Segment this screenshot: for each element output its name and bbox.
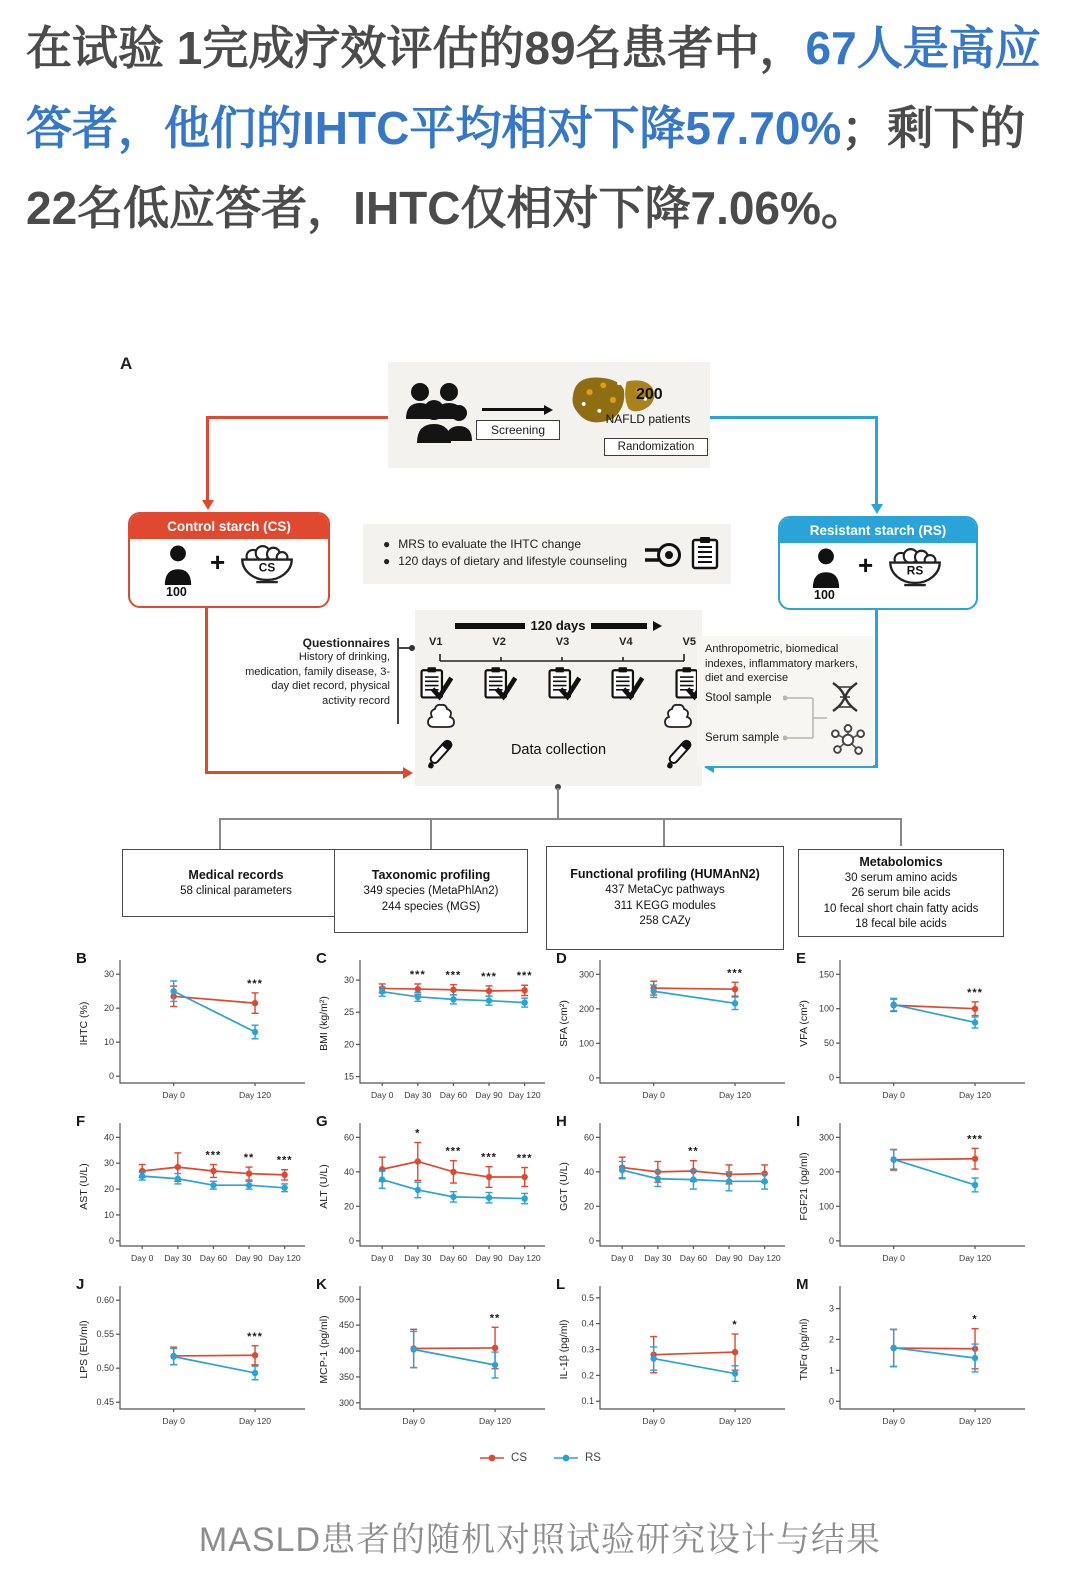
svg-text:*: * [972,1313,978,1326]
red-connector-top [206,416,388,419]
svg-text:0: 0 [108,1071,114,1082]
panel-letter: D [556,950,567,967]
svg-text:AST (U/L): AST (U/L) [78,1163,90,1210]
duration-label: 120 days [530,618,586,633]
svg-text:30: 30 [103,969,114,980]
tree-drop-2 [430,818,432,849]
svg-text:**: ** [489,1312,501,1325]
panel-label-A: A [120,354,133,373]
chart-svg-K [314,1278,552,1436]
text-segment-highlight: 67人是高应答者，他们的IHTC平均相对下降57.70% [26,22,1041,154]
svg-text:***: *** [727,967,743,980]
output-box-line: 26 serum bile acids [851,887,951,899]
svg-text:20: 20 [343,1039,354,1050]
svg-text:Day 0: Day 0 [882,1416,905,1426]
panel-letter: J [76,1276,85,1293]
svg-text:1: 1 [828,1365,834,1376]
svg-text:SFA (cm²): SFA (cm²) [558,1000,570,1047]
blue-arrowhead-rs [871,504,883,514]
svg-text:0.50: 0.50 [96,1363,114,1374]
svg-text:Day 90: Day 90 [475,1090,503,1100]
blue-connector-rs-down [875,610,878,768]
svg-text:40: 40 [583,1166,594,1177]
screening-arrowhead [544,405,553,415]
svg-text:IL-1β (pg/ml): IL-1β (pg/ml) [558,1319,570,1380]
tree-drop-4 [900,818,902,846]
svg-text:BMI (kg/m²): BMI (kg/m²) [318,996,330,1051]
person-icon [162,545,194,588]
svg-text:***: *** [516,1152,533,1165]
legend-item-rs [553,1452,601,1464]
legend-label: CS [511,1452,527,1464]
chart-panel-E [794,952,1032,1110]
svg-text:TNFα (pg/ml): TNFα (pg/ml) [798,1318,810,1381]
svg-text:0: 0 [828,1235,834,1246]
svg-text:*: * [732,1318,738,1331]
chart-panel-G [314,1115,552,1273]
output-box-line: 58 clinical parameters [180,884,292,897]
plus-icon: + [858,550,874,580]
svg-text:0: 0 [828,1072,834,1083]
patient-count: 200 [636,386,663,403]
chart-svg-G [314,1115,552,1273]
svg-text:60: 60 [343,1132,354,1143]
svg-text:Day 30: Day 30 [404,1090,432,1100]
output-box-2 [334,849,528,933]
svg-text:0: 0 [108,1235,114,1246]
svg-text:Day 90: Day 90 [475,1253,503,1263]
stool-icon [425,702,457,733]
svg-text:Day 120: Day 120 [508,1090,541,1100]
svg-text:Day 0: Day 0 [610,1253,634,1263]
svg-text:400: 400 [338,1346,354,1357]
chart-svg-D [554,952,792,1110]
svg-text:150: 150 [818,969,834,980]
person-icon [810,548,842,591]
panel-letter: G [316,1113,328,1130]
output-box-line: 311 KEGG modules [614,899,716,912]
svg-text:20: 20 [583,1201,594,1212]
svg-text:200: 200 [578,1003,594,1014]
questionnaires-title: Questionnaires [302,636,390,650]
svg-text:***: *** [967,1133,983,1146]
chart-panel-B [74,952,312,1110]
visit-label: V2 [492,636,506,648]
figure-caption: MASLD患者的随机对照试验研究设计与结果 [198,1521,882,1559]
output-box-title: Medical records [188,867,284,882]
timeline-box [415,610,702,786]
connector-dot [409,645,415,651]
plus-icon: + [210,547,226,577]
svg-text:Day 0: Day 0 [162,1416,185,1426]
output-box-4 [798,849,1004,937]
svg-text:Day 30: Day 30 [644,1253,672,1263]
svg-text:VFA (cm²): VFA (cm²) [798,1000,810,1047]
chart-svg-C [314,952,552,1110]
svg-text:IHTC (%): IHTC (%) [78,1001,90,1046]
screening-arrow [482,408,544,411]
counseling-clipboard-icon [691,536,719,573]
methods-box [363,524,731,584]
svg-text:20: 20 [103,1003,114,1014]
chart-svg-I [794,1115,1032,1273]
svg-text:Day 120: Day 120 [719,1416,752,1426]
chart-panel-C [314,952,552,1110]
panel-letter: K [316,1276,327,1293]
output-box-title: Metabolomics [859,854,943,869]
svg-text:100: 100 [578,1038,594,1049]
svg-text:***: *** [409,968,426,981]
legend-label: RS [585,1452,601,1464]
visit-clipboards [419,664,708,705]
output-box-line: 18 fecal bile acids [855,918,947,930]
svg-text:Day 120: Day 120 [959,1090,992,1100]
blue-connector-down [875,416,878,504]
arrow-bar [591,623,647,629]
panel-letter: I [796,1113,801,1130]
clipboard-check-icon [547,664,581,705]
red-arrowhead-cs [202,500,214,510]
rice-bowl-cs-icon [238,543,296,592]
visit-label: V5 [682,636,696,648]
stool-icon [662,702,694,733]
text-segment-dark-2: ；剩下的22名低应答者，IHTC仅相对下降7.06%。 [26,102,1026,234]
chart-svg-J [74,1278,312,1436]
svg-text:GGT (U/L): GGT (U/L) [558,1162,570,1211]
svg-text:***: *** [247,1330,263,1343]
chart-panel-I [794,1115,1032,1273]
chart-panel-D [554,952,792,1110]
control-starch-title: Control starch (CS) [130,514,328,539]
text-segment-dark-1: 在试验 1完成疗效评估的89名患者中， [26,22,806,74]
svg-text:40: 40 [343,1166,354,1177]
output-box-line: 349 species (MetaPhlAn2) [363,885,499,897]
chart-panel-L [554,1278,792,1436]
svg-text:Day 120: Day 120 [268,1253,301,1263]
svg-text:Day 0: Day 0 [882,1090,905,1100]
svg-text:0.55: 0.55 [96,1329,114,1340]
svg-text:300: 300 [578,969,594,980]
svg-text:3: 3 [828,1303,834,1314]
svg-text:ALT (U/L): ALT (U/L) [318,1164,330,1209]
svg-text:Day 120: Day 120 [959,1416,992,1426]
svg-text:***: *** [516,970,533,983]
svg-text:Day 60: Day 60 [439,1090,468,1100]
chart-legend [0,1452,1080,1464]
rs-count: 100 [814,588,835,602]
svg-text:Day 120: Day 120 [959,1253,992,1263]
chart-svg-E [794,952,1032,1110]
svg-text:300: 300 [338,1397,354,1408]
people-group-icon [398,378,474,453]
output-box-line: 244 species (MGS) [381,900,481,913]
svg-text:Day 0: Day 0 [642,1416,665,1426]
tree-drop-3 [663,818,665,846]
svg-text:Day 120: Day 120 [239,1090,272,1100]
chart-panel-H [554,1115,792,1273]
output-box-line: 30 serum amino acids [844,871,958,884]
svg-text:RS: RS [906,563,924,578]
svg-text:FGF21 (pg/ml): FGF21 (pg/ml) [798,1152,810,1221]
svg-text:20: 20 [103,1184,114,1195]
red-connector-cs-right [205,771,403,774]
svg-text:20: 20 [343,1201,354,1212]
svg-text:Day 120: Day 120 [719,1090,752,1100]
svg-text:Day 120: Day 120 [508,1253,541,1263]
svg-text:25: 25 [343,1007,354,1018]
svg-text:Day 0: Day 0 [130,1253,154,1263]
svg-text:Day 60: Day 60 [199,1253,228,1263]
visit-label: V1 [429,636,443,648]
method-bullet-2: 120 days of dietary and lifestyle counseling [398,554,628,568]
svg-text:Day 120: Day 120 [239,1416,272,1426]
panel-letter: F [76,1113,86,1130]
svg-text:Day 60: Day 60 [439,1253,468,1263]
svg-text:***: *** [967,986,983,999]
bullet-icon: ● [383,537,391,551]
samples-box [697,636,873,766]
svg-text:**: ** [688,1145,699,1158]
svg-text:Day 0: Day 0 [402,1416,425,1426]
panel-letter: L [556,1276,566,1293]
red-arrowhead-dc [403,767,413,779]
svg-text:CS: CS [258,560,276,575]
svg-text:60: 60 [583,1132,594,1143]
svg-text:Day 60: Day 60 [679,1253,708,1263]
measurements-text: Anthropometric, biomedical indexes, inflammatory markers, diet and exercise [705,643,858,684]
legend-marker-icon [479,1453,505,1463]
control-starch-box [128,512,330,608]
svg-text:***: *** [445,969,462,982]
patients-label: NAFLD patients [605,412,691,426]
output-box-3 [546,846,784,950]
svg-text:***: *** [445,1145,462,1158]
svg-text:100: 100 [818,1201,834,1212]
cs-count: 100 [166,585,187,599]
panel-letter: M [796,1276,809,1293]
svg-text:200: 200 [818,1166,834,1177]
svg-text:30: 30 [343,975,354,986]
legend-item-cs [479,1452,527,1464]
visit-labels [429,636,696,648]
chart-panel-F [74,1115,312,1273]
clipboard-check-icon [483,664,517,705]
svg-text:Day 0: Day 0 [370,1253,394,1263]
blue-connector-top [710,416,878,419]
svg-text:0: 0 [348,1235,354,1246]
svg-text:0: 0 [588,1235,594,1246]
article-text [26,8,1058,248]
screening-tag: Screening [476,420,560,440]
chart-panel-K [314,1278,552,1436]
svg-text:LPS (EU/ml): LPS (EU/ml) [78,1320,90,1379]
svg-text:0: 0 [588,1072,594,1083]
panel-letter: B [76,950,87,967]
svg-text:***: *** [481,970,497,983]
output-box-title: Functional profiling (HUMAnN2) [570,867,760,882]
panel-letter: C [316,950,327,967]
tree-stem [557,788,559,818]
chart-panel-J [74,1278,312,1436]
svg-text:0.1: 0.1 [581,1396,594,1407]
svg-text:0.4: 0.4 [581,1318,594,1329]
svg-text:MCP-1 (pg/ml): MCP-1 (pg/ml) [318,1315,330,1384]
visit-axis [415,652,702,664]
questionnaires-block [240,636,390,708]
svg-text:10: 10 [103,1209,114,1220]
stool-sample-label: Stool sample [705,692,772,704]
svg-text:Day 120: Day 120 [479,1416,512,1426]
svg-text:Day 0: Day 0 [642,1090,665,1100]
study-design-diagram [0,352,1080,952]
output-box-line: 437 MetaCyc pathways [605,884,725,897]
red-connector-cs-down [205,608,208,774]
visit-label: V4 [619,636,633,648]
output-box-line: 258 CAZy [639,915,691,928]
chart-svg-F [74,1115,312,1273]
clipboard-check-icon [610,664,644,705]
svg-text:500: 500 [338,1294,354,1305]
svg-text:0.2: 0.2 [581,1370,594,1381]
questionnaires-bracket [397,638,399,724]
visit-label: V3 [555,636,570,648]
serum-sample-label: Serum sample [705,732,780,744]
red-connector-down [206,416,209,500]
chart-svg-B [74,952,312,1110]
output-box-1 [122,849,350,917]
mrs-scanner-icon [643,540,683,573]
resistant-starch-box [778,516,978,610]
resistant-starch-title: Resistant starch (RS) [780,518,976,543]
arrow-bar [455,623,525,629]
panel-letter: E [796,950,807,967]
timeline-arrow [415,618,702,633]
chart-svg-H [554,1115,792,1273]
svg-text:Day 90: Day 90 [235,1253,263,1263]
screening-box [388,362,710,468]
svg-text:40: 40 [103,1132,114,1143]
svg-text:100: 100 [818,1003,834,1014]
svg-text:Day 30: Day 30 [164,1253,192,1263]
svg-text:Day 0: Day 0 [882,1253,905,1263]
data-collection-label: Data collection [510,742,607,758]
svg-text:10: 10 [103,1037,114,1048]
svg-text:0.3: 0.3 [581,1344,594,1355]
svg-text:Day 0: Day 0 [162,1090,185,1100]
svg-text:Day 120: Day 120 [748,1253,781,1263]
svg-text:0.60: 0.60 [96,1295,114,1306]
svg-text:0.5: 0.5 [581,1292,594,1303]
output-box-title: Taxonomic profiling [371,868,491,882]
tree-crossbar [219,818,902,820]
svg-text:0: 0 [828,1396,834,1407]
questionnaires-body: History of drinking, medication, family disease, 3-day diet record, physical activity record [245,651,390,707]
svg-text:2: 2 [828,1334,834,1345]
randomization-tag: Randomization [604,438,708,456]
arrowhead [653,621,662,631]
clipboard-check-icon [419,664,453,705]
svg-text:***: *** [276,1154,293,1167]
tree-drop-1 [219,818,221,849]
chart-svg-M [794,1278,1032,1436]
bullet-icon: ● [383,554,391,568]
svg-text:350: 350 [338,1371,354,1382]
method-bullet-1: MRS to evaluate the IHTC change [398,537,582,551]
svg-text:300: 300 [818,1132,834,1143]
svg-text:Day 90: Day 90 [715,1253,743,1263]
svg-text:***: *** [481,1151,497,1164]
svg-text:50: 50 [823,1038,834,1049]
svg-text:*: * [415,1127,421,1140]
output-box-line: 10 fecal short chain fatty acids [823,902,979,915]
svg-text:***: *** [247,977,263,990]
svg-text:Day 0: Day 0 [370,1090,394,1100]
molecule-icon [829,722,867,761]
svg-text:0.45: 0.45 [96,1397,114,1408]
chart-panel-M [794,1278,1032,1436]
svg-text:***: *** [205,1149,222,1162]
panel-letter: H [556,1113,567,1130]
dna-icon [825,680,865,717]
rice-bowl-rs-icon [886,546,944,595]
svg-text:30: 30 [103,1158,114,1169]
legend-marker-icon [553,1453,579,1463]
svg-text:Day 30: Day 30 [404,1253,432,1263]
charts-grid [74,952,1034,1436]
svg-text:**: ** [243,1152,255,1165]
svg-text:15: 15 [343,1071,354,1082]
chart-svg-L [554,1278,792,1436]
svg-text:450: 450 [338,1320,354,1331]
